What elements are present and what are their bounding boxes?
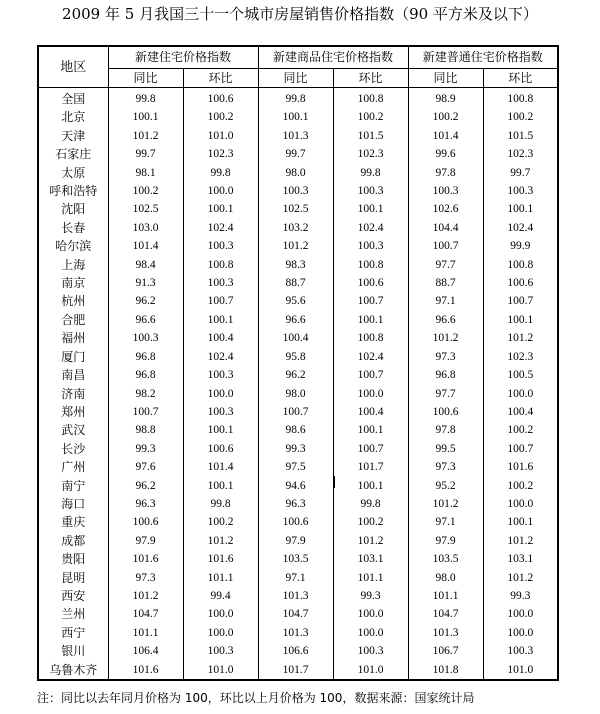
region-cell: 长春 — [38, 219, 108, 237]
value-cell: 96.6 — [258, 311, 333, 329]
value-cell: 100.1 — [483, 200, 558, 218]
value-cell: 98.6 — [258, 421, 333, 439]
value-cell: 103.2 — [258, 219, 333, 237]
region-cell: 银川 — [38, 642, 108, 660]
region-cell: 呼和浩特 — [38, 182, 108, 200]
value-cell: 100.1 — [333, 311, 408, 329]
value-cell: 100.3 — [183, 403, 258, 421]
value-cell: 100.6 — [258, 513, 333, 531]
value-cell: 102.5 — [108, 200, 183, 218]
value-cell: 97.1 — [258, 569, 333, 587]
footnote: 注：同比以去年同月价格为 100，环比以上月价格为 100，数据来源：国家统计局 — [37, 691, 475, 705]
value-cell: 100.1 — [183, 421, 258, 439]
value-cell: 101.0 — [333, 661, 408, 680]
value-cell: 103.0 — [108, 219, 183, 237]
value-cell: 101.6 — [108, 661, 183, 680]
value-cell: 100.3 — [483, 642, 558, 660]
value-cell: 97.8 — [408, 164, 483, 182]
value-cell: 97.5 — [258, 458, 333, 476]
value-cell: 101.7 — [333, 458, 408, 476]
value-cell: 100.7 — [483, 440, 558, 458]
region-header: 地区 — [38, 46, 108, 88]
table-row — [38, 348, 558, 366]
value-cell: 101.2 — [408, 495, 483, 513]
yoy-header: 同比 — [408, 69, 483, 88]
value-cell: 100.2 — [483, 108, 558, 126]
text-cursor — [333, 476, 335, 488]
region-cell: 合肥 — [38, 311, 108, 329]
value-cell: 100.4 — [333, 403, 408, 421]
value-cell: 100.8 — [333, 329, 408, 347]
table-row — [38, 458, 558, 476]
region-cell: 上海 — [38, 256, 108, 274]
table-row — [38, 200, 558, 218]
value-cell: 100.7 — [108, 403, 183, 421]
value-cell: 88.7 — [258, 274, 333, 292]
value-cell: 100.1 — [183, 200, 258, 218]
value-cell: 106.4 — [108, 642, 183, 660]
value-cell: 100.1 — [333, 421, 408, 439]
value-cell: 99.7 — [483, 164, 558, 182]
value-cell: 96.8 — [108, 366, 183, 384]
value-cell: 100.6 — [108, 513, 183, 531]
value-cell: 97.9 — [408, 532, 483, 550]
value-cell: 100.0 — [333, 385, 408, 403]
region-cell: 兰州 — [38, 605, 108, 623]
value-cell: 100.3 — [333, 182, 408, 200]
value-cell: 102.6 — [408, 200, 483, 218]
table-row — [38, 477, 558, 495]
region-cell: 石家庄 — [38, 145, 108, 163]
value-cell: 97.8 — [408, 421, 483, 439]
value-cell: 97.3 — [108, 569, 183, 587]
region-cell: 广州 — [38, 458, 108, 476]
value-cell: 102.4 — [333, 219, 408, 237]
value-cell: 97.6 — [108, 458, 183, 476]
value-cell: 101.2 — [258, 237, 333, 255]
region-cell: 太原 — [38, 164, 108, 182]
region-cell: 天津 — [38, 127, 108, 145]
value-cell: 97.1 — [408, 513, 483, 531]
value-cell: 96.2 — [258, 366, 333, 384]
value-cell: 100.3 — [183, 642, 258, 660]
value-cell: 100.8 — [483, 256, 558, 274]
yoy-header: 同比 — [108, 69, 183, 88]
value-cell: 104.7 — [108, 605, 183, 623]
value-cell: 103.5 — [258, 550, 333, 568]
value-cell: 96.3 — [258, 495, 333, 513]
value-cell: 100.8 — [333, 256, 408, 274]
table-row — [38, 532, 558, 550]
table-row — [38, 661, 558, 680]
value-cell: 97.7 — [408, 385, 483, 403]
value-cell: 101.6 — [183, 550, 258, 568]
group-header-new-residential: 新建住宅价格指数 — [108, 46, 258, 69]
table-row — [38, 385, 558, 403]
value-cell: 100.0 — [483, 495, 558, 513]
table-row — [38, 182, 558, 200]
table-row — [38, 587, 558, 605]
table-row — [38, 88, 558, 109]
value-cell: 96.2 — [108, 292, 183, 310]
table-row — [38, 605, 558, 623]
value-cell: 100.3 — [408, 182, 483, 200]
value-cell: 99.8 — [183, 164, 258, 182]
value-cell: 100.2 — [183, 513, 258, 531]
value-cell: 98.0 — [258, 385, 333, 403]
value-cell: 101.4 — [108, 237, 183, 255]
value-cell: 100.3 — [258, 182, 333, 200]
table-row — [38, 569, 558, 587]
value-cell: 102.3 — [183, 145, 258, 163]
value-cell: 101.2 — [483, 532, 558, 550]
value-cell: 101.4 — [408, 127, 483, 145]
region-cell: 南宁 — [38, 477, 108, 495]
value-cell: 101.0 — [183, 127, 258, 145]
value-cell: 96.3 — [108, 495, 183, 513]
value-cell: 100.7 — [333, 366, 408, 384]
value-cell: 104.7 — [258, 605, 333, 623]
table-row — [38, 127, 558, 145]
value-cell: 100.1 — [483, 513, 558, 531]
table-row — [38, 366, 558, 384]
value-cell: 99.3 — [333, 587, 408, 605]
value-cell: 100.3 — [183, 366, 258, 384]
value-cell: 103.5 — [408, 550, 483, 568]
value-cell: 98.3 — [258, 256, 333, 274]
value-cell: 97.1 — [408, 292, 483, 310]
value-cell: 99.8 — [183, 495, 258, 513]
value-cell: 97.3 — [408, 348, 483, 366]
value-cell: 98.0 — [258, 164, 333, 182]
value-cell: 100.7 — [483, 292, 558, 310]
mom-header: 环比 — [333, 69, 408, 88]
region-cell: 武汉 — [38, 421, 108, 439]
table-row — [38, 495, 558, 513]
value-cell: 101.2 — [108, 127, 183, 145]
region-cell: 杭州 — [38, 292, 108, 310]
value-cell: 101.2 — [408, 329, 483, 347]
value-cell: 100.2 — [483, 421, 558, 439]
value-cell: 102.3 — [483, 348, 558, 366]
region-cell: 乌鲁木齐 — [38, 661, 108, 680]
table-row — [38, 513, 558, 531]
value-cell: 100.0 — [483, 605, 558, 623]
value-cell: 100.7 — [258, 403, 333, 421]
region-cell: 西宁 — [38, 624, 108, 642]
value-cell: 100.6 — [333, 274, 408, 292]
region-cell: 西安 — [38, 587, 108, 605]
value-cell: 99.8 — [108, 88, 183, 109]
value-cell: 99.7 — [258, 145, 333, 163]
value-cell: 100.2 — [408, 108, 483, 126]
value-cell: 100.2 — [108, 182, 183, 200]
group-header-new-commercial: 新建商品住宅价格指数 — [258, 46, 408, 69]
value-cell: 103.1 — [333, 550, 408, 568]
value-cell: 100.1 — [483, 311, 558, 329]
value-cell: 100.2 — [183, 108, 258, 126]
value-cell: 101.8 — [408, 661, 483, 680]
value-cell: 98.1 — [108, 164, 183, 182]
value-cell: 100.4 — [183, 329, 258, 347]
region-cell: 长沙 — [38, 440, 108, 458]
group-header-new-ordinary: 新建普通住宅价格指数 — [408, 46, 558, 69]
value-cell: 95.8 — [258, 348, 333, 366]
value-cell: 99.8 — [333, 164, 408, 182]
value-cell: 97.9 — [108, 532, 183, 550]
value-cell: 100.5 — [483, 366, 558, 384]
value-cell: 94.6 — [258, 477, 333, 495]
value-cell: 99.3 — [483, 587, 558, 605]
value-cell: 96.6 — [408, 311, 483, 329]
value-cell: 104.7 — [408, 605, 483, 623]
value-cell: 100.0 — [183, 605, 258, 623]
value-cell: 97.9 — [258, 532, 333, 550]
value-cell: 100.0 — [483, 624, 558, 642]
value-cell: 99.4 — [183, 587, 258, 605]
region-cell: 北京 — [38, 108, 108, 126]
region-cell: 福州 — [38, 329, 108, 347]
value-cell: 102.4 — [183, 219, 258, 237]
table-row — [38, 237, 558, 255]
value-cell: 101.5 — [333, 127, 408, 145]
value-cell: 101.1 — [108, 624, 183, 642]
value-cell: 100.3 — [183, 274, 258, 292]
value-cell: 100.7 — [408, 237, 483, 255]
value-cell: 96.6 — [108, 311, 183, 329]
table-row — [38, 256, 558, 274]
table-row — [38, 624, 558, 642]
region-cell: 南京 — [38, 274, 108, 292]
value-cell: 102.4 — [183, 348, 258, 366]
value-cell: 99.7 — [108, 145, 183, 163]
value-cell: 99.3 — [108, 440, 183, 458]
value-cell: 101.5 — [483, 127, 558, 145]
value-cell: 100.6 — [483, 274, 558, 292]
table-body — [38, 88, 558, 681]
region-cell: 海口 — [38, 495, 108, 513]
value-cell: 100.8 — [183, 256, 258, 274]
value-cell: 101.0 — [483, 661, 558, 680]
value-cell: 102.4 — [483, 219, 558, 237]
table-row — [38, 108, 558, 126]
value-cell: 100.1 — [258, 108, 333, 126]
value-cell: 100.3 — [108, 329, 183, 347]
value-cell: 100.3 — [483, 182, 558, 200]
region-cell: 全国 — [38, 88, 108, 109]
value-cell: 102.5 — [258, 200, 333, 218]
value-cell: 95.2 — [408, 477, 483, 495]
value-cell: 96.8 — [108, 348, 183, 366]
value-cell: 101.1 — [333, 569, 408, 587]
value-cell: 100.0 — [183, 385, 258, 403]
value-cell: 102.3 — [483, 145, 558, 163]
table-row — [38, 642, 558, 660]
value-cell: 100.2 — [483, 477, 558, 495]
value-cell: 100.0 — [483, 385, 558, 403]
value-cell: 100.0 — [333, 624, 408, 642]
value-cell: 95.6 — [258, 292, 333, 310]
value-cell: 101.7 — [258, 661, 333, 680]
value-cell: 101.3 — [258, 587, 333, 605]
value-cell: 101.1 — [408, 587, 483, 605]
value-cell: 101.6 — [108, 550, 183, 568]
value-cell: 99.3 — [258, 440, 333, 458]
value-cell: 100.6 — [183, 440, 258, 458]
value-cell: 98.9 — [408, 88, 483, 109]
value-cell: 100.1 — [183, 477, 258, 495]
value-cell: 100.8 — [483, 88, 558, 109]
value-cell: 99.5 — [408, 440, 483, 458]
value-cell: 101.4 — [183, 458, 258, 476]
value-cell: 100.4 — [483, 403, 558, 421]
value-cell: 101.2 — [108, 587, 183, 605]
value-cell: 100.7 — [183, 292, 258, 310]
value-cell: 97.3 — [408, 458, 483, 476]
table-row — [38, 292, 558, 310]
value-cell: 100.6 — [408, 403, 483, 421]
value-cell: 100.4 — [258, 329, 333, 347]
region-cell: 沈阳 — [38, 200, 108, 218]
table-row — [38, 440, 558, 458]
value-cell: 100.0 — [333, 605, 408, 623]
table-row — [38, 403, 558, 421]
value-cell: 100.1 — [333, 200, 408, 218]
value-cell: 96.2 — [108, 477, 183, 495]
table-row — [38, 145, 558, 163]
value-cell: 98.4 — [108, 256, 183, 274]
value-cell: 101.3 — [258, 127, 333, 145]
region-cell: 厦门 — [38, 348, 108, 366]
value-cell: 101.2 — [483, 569, 558, 587]
region-cell: 昆明 — [38, 569, 108, 587]
value-cell: 100.6 — [183, 88, 258, 109]
value-cell: 100.8 — [333, 88, 408, 109]
value-cell: 101.2 — [183, 532, 258, 550]
value-cell: 106.7 — [408, 642, 483, 660]
value-cell: 101.2 — [483, 329, 558, 347]
region-cell: 南昌 — [38, 366, 108, 384]
value-cell: 101.0 — [183, 661, 258, 680]
region-cell: 重庆 — [38, 513, 108, 531]
table-row — [38, 274, 558, 292]
price-index-table — [37, 45, 559, 681]
value-cell: 102.3 — [333, 145, 408, 163]
value-cell: 100.1 — [183, 311, 258, 329]
region-cell: 郑州 — [38, 403, 108, 421]
region-cell: 哈尔滨 — [38, 237, 108, 255]
value-cell: 99.8 — [333, 495, 408, 513]
table-row — [38, 550, 558, 568]
table-row — [38, 311, 558, 329]
value-cell: 101.6 — [483, 458, 558, 476]
value-cell: 102.4 — [333, 348, 408, 366]
value-cell: 101.3 — [258, 624, 333, 642]
value-cell: 106.6 — [258, 642, 333, 660]
region-cell: 贵阳 — [38, 550, 108, 568]
value-cell: 98.0 — [408, 569, 483, 587]
value-cell: 100.7 — [333, 440, 408, 458]
value-cell: 99.6 — [408, 145, 483, 163]
value-cell: 100.1 — [333, 477, 408, 495]
value-cell: 100.0 — [183, 182, 258, 200]
table-row — [38, 421, 558, 439]
value-cell: 99.8 — [258, 88, 333, 109]
value-cell: 100.2 — [333, 513, 408, 531]
value-cell: 99.9 — [483, 237, 558, 255]
value-cell: 101.3 — [408, 624, 483, 642]
value-cell: 100.0 — [183, 624, 258, 642]
value-cell: 100.3 — [333, 237, 408, 255]
region-cell: 济南 — [38, 385, 108, 403]
value-cell: 97.7 — [408, 256, 483, 274]
table-row — [38, 164, 558, 182]
value-cell: 96.8 — [408, 366, 483, 384]
page-title: 2009 年 5 月我国三十一个城市房屋销售价格指数（90 平方米及以下） — [62, 5, 538, 23]
value-cell: 100.1 — [108, 108, 183, 126]
value-cell: 88.7 — [408, 274, 483, 292]
value-cell: 100.3 — [333, 642, 408, 660]
yoy-header: 同比 — [258, 69, 333, 88]
mom-header: 环比 — [183, 69, 258, 88]
table-row — [38, 329, 558, 347]
region-cell: 成都 — [38, 532, 108, 550]
value-cell: 101.1 — [183, 569, 258, 587]
value-cell: 98.8 — [108, 421, 183, 439]
value-cell: 98.2 — [108, 385, 183, 403]
mom-header: 环比 — [483, 69, 558, 88]
table-row — [38, 219, 558, 237]
value-cell: 100.7 — [333, 292, 408, 310]
value-cell: 101.2 — [333, 532, 408, 550]
value-cell: 100.2 — [333, 108, 408, 126]
value-cell: 100.3 — [183, 237, 258, 255]
value-cell: 91.3 — [108, 274, 183, 292]
value-cell: 103.1 — [483, 550, 558, 568]
value-cell: 104.4 — [408, 219, 483, 237]
